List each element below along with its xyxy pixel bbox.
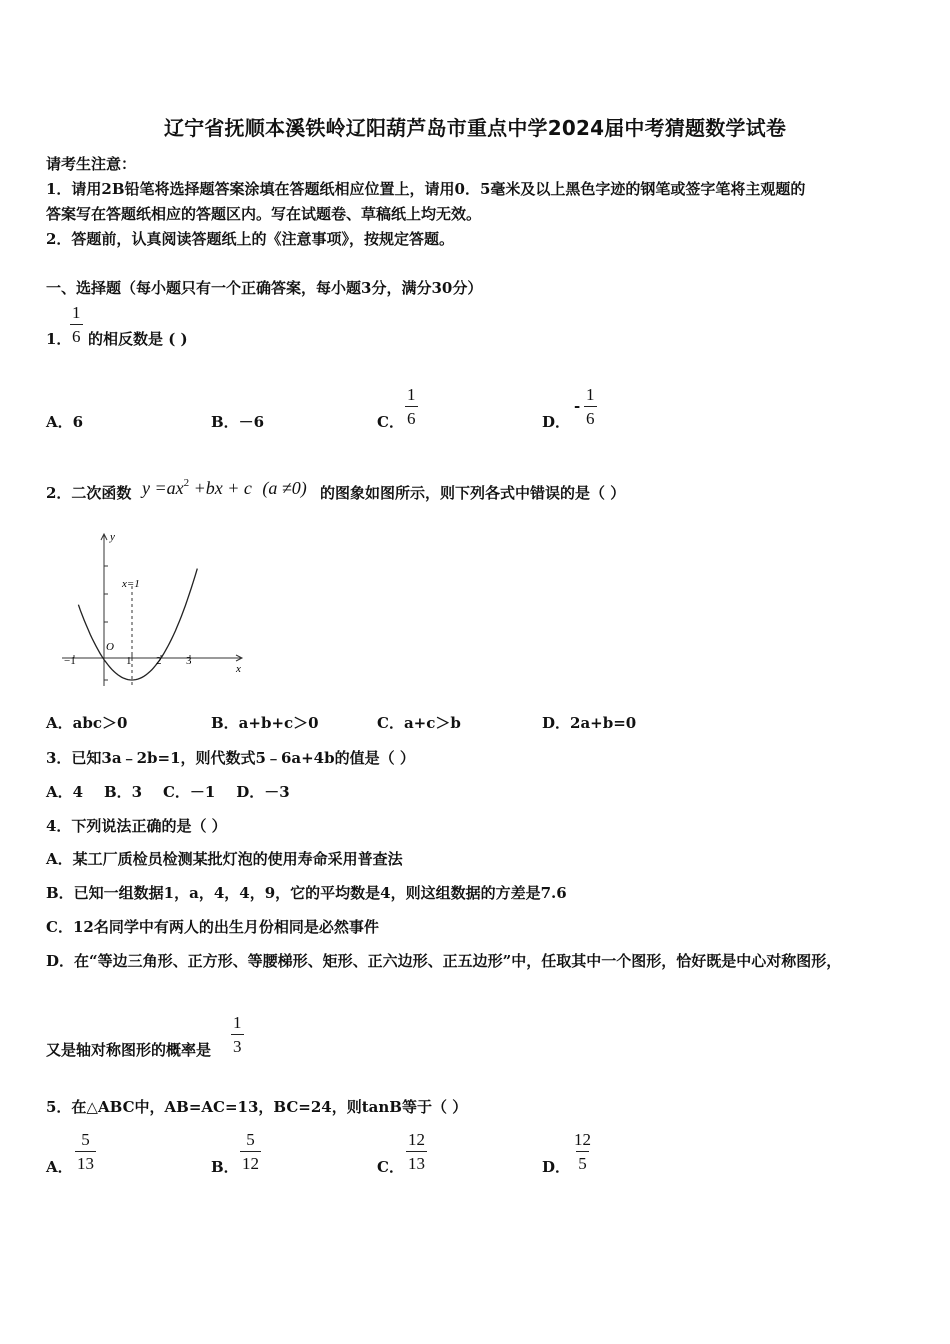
q2-formula-main: y =ax	[142, 478, 184, 498]
q5-option-d-label: D．	[542, 1158, 571, 1176]
q1-option-b: B．－6	[211, 413, 265, 431]
q5-c-num: 12	[408, 1130, 425, 1149]
q3-options: A．4 B．3 C．－1 D．－3	[46, 783, 290, 801]
q3-text: 3．已知3a﹣2b=1，则代数式5﹣6a+4b的值是（ ）	[46, 749, 415, 767]
q1-frac-num: 1	[72, 303, 81, 322]
q5-text: 5．在△ABC中，AB=AC=13，BC=24，则tanB等于（ ）	[46, 1098, 468, 1116]
q1-option-a: A．6	[46, 413, 84, 431]
tick-label: 2	[156, 655, 162, 667]
q5-option-d-fraction	[572, 1131, 593, 1172]
q1-text: 的相反数是 ( )	[88, 330, 188, 348]
q2-parabola-graph	[58, 526, 248, 696]
notice-line-1: 1．请用2B铅笔将选择题答案涂填在答题纸相应位置上，请用0．5毫米及以上黑色字迹的钢笔或签字笔将主观题的	[46, 180, 806, 198]
q5-option-a-label: A．	[46, 1158, 73, 1176]
q1-fraction	[70, 304, 83, 345]
q2-formula-sup: 2	[183, 477, 190, 489]
q5-option-a-fraction	[75, 1131, 96, 1172]
q1-d-num: 1	[586, 385, 595, 404]
q2-text: 的图象如图所示，则下列各式中错误的是（ ）	[320, 484, 626, 502]
q4-option-a: A．某工厂质检员检测某批灯泡的使用寿命采用普查法	[46, 850, 403, 868]
q1-option-c-fraction	[405, 386, 418, 427]
notice-heading: 请考生注意：	[46, 155, 137, 173]
q5-d-den: 5	[576, 1151, 589, 1172]
origin-label: O	[106, 641, 114, 653]
x-axis-label: x	[236, 663, 241, 675]
q1-option-c-label: C．	[377, 413, 404, 431]
q2-option-c: C．a+c＞b	[377, 714, 461, 732]
q2-option-b: B．a+b+c＞0	[211, 714, 319, 732]
tick-label: −1	[64, 655, 76, 667]
q4-text: 4．下列说法正确的是（ ）	[46, 817, 227, 835]
q5-option-b-label: B．	[211, 1158, 239, 1176]
q5-b-num: 5	[246, 1130, 255, 1149]
q5-a-num: 5	[81, 1130, 90, 1149]
q5-c-den: 13	[406, 1151, 427, 1172]
q2-prefix: 2．二次函数	[46, 484, 132, 502]
q4-option-c: C．12名同学中有两人的出生月份相同是必然事件	[46, 918, 379, 936]
q2-formula-cond: (a ≠0)	[262, 478, 307, 498]
page-title: 辽宁省抚顺本溪铁岭辽阳葫芦岛市重点中学2024届中考猜题数学试卷	[163, 116, 787, 140]
q5-b-den: 12	[240, 1151, 261, 1172]
q1-option-d-label: D．	[542, 413, 571, 431]
q4-option-d: D．在“等边三角形、正方形、等腰梯形、矩形、正六边形、正五边形”中，任取其中一个图形，恰好既是中心对称图形，	[46, 952, 842, 970]
q1-c-num: 1	[407, 385, 416, 404]
q5-d-num: 12	[574, 1130, 591, 1149]
q1-prefix: 1．	[46, 330, 72, 348]
q1-c-den: 6	[405, 406, 418, 427]
q1-d-den: 6	[584, 406, 597, 427]
q4-option-d-fraction	[231, 1014, 244, 1055]
q2-formula-rest: +bx + c	[189, 478, 252, 498]
section-heading: 一、选择题（每小题只有一个正确答案，每小题3分，满分30分）	[46, 279, 483, 297]
q5-a-den: 13	[75, 1151, 96, 1172]
q5-option-b-fraction	[240, 1131, 261, 1172]
q2-formula	[142, 477, 307, 499]
q4-d-num: 1	[233, 1013, 242, 1032]
y-axis-label: y	[110, 531, 115, 543]
q1-option-d-sign: -	[574, 397, 581, 415]
q4-option-b: B．已知一组数据1，a，4，4，9，它的平均数是4，则这组数据的方差是7.6	[46, 884, 567, 902]
q1-frac-den: 6	[70, 324, 83, 345]
q2-option-a: A．abc＞0	[46, 714, 128, 732]
q4-d-den: 3	[231, 1034, 244, 1055]
q5-option-c-label: C．	[377, 1158, 404, 1176]
tick-label: 1	[126, 655, 132, 667]
tick-label: 3	[186, 655, 192, 667]
q1-option-d-fraction	[584, 386, 597, 427]
q4-option-d-line2: 又是轴对称图形的概率是	[46, 1041, 212, 1059]
q5-option-c-fraction	[406, 1131, 427, 1172]
symmetry-axis-label: x=1	[122, 578, 140, 590]
notice-line-3: 2．答题前，认真阅读答题纸上的《注意事项》，按规定答题。	[46, 230, 454, 248]
notice-line-2: 答案写在答题纸相应的答题区内。写在试题卷、草稿纸上均无效。	[46, 205, 482, 223]
q2-option-d: D．2a+b=0	[542, 714, 637, 732]
